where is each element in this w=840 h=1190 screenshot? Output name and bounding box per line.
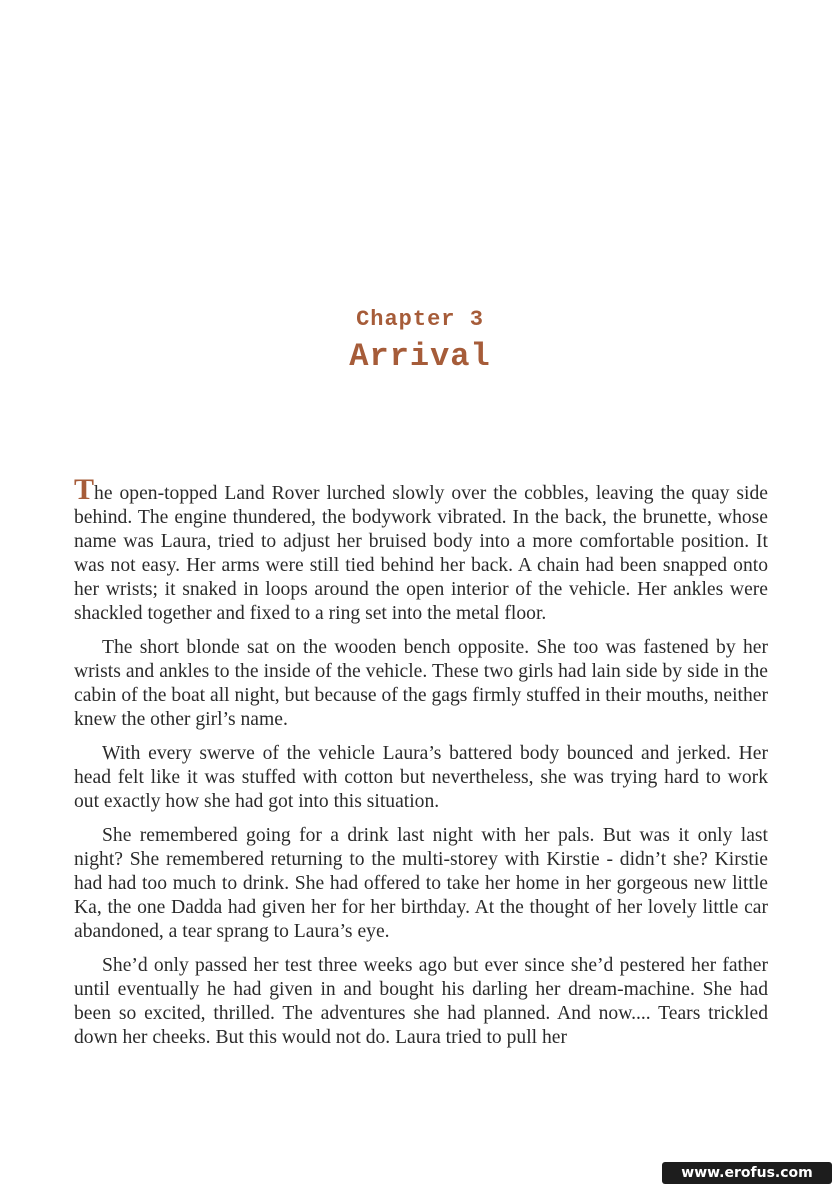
chapter-body xyxy=(74,473,768,1060)
chapter-label: Chapter 3 xyxy=(356,307,484,332)
drop-cap: T xyxy=(74,473,95,506)
paragraph-1 xyxy=(74,473,768,626)
paragraph-3: With every swerve of the vehicle Laura’s battered body bounced and jerked. Her head felt like it was stuffed with cotton but nevertheless, she was trying hard to work out exactly how she had got into this situation. xyxy=(74,743,768,812)
chapter-title: Arrival xyxy=(349,338,491,375)
paragraph-4: She remembered going for a drink last night with her pals. But was it only last night? She remembered returning to the multi-storey with Kirstie - didn’t she? Kirstie had had too much to drink. She had offered to take her home in her gorgeous new little Ka, the one Dadda had given her for her birthday. At the thought of her lovely little car abandoned, a tear sprang to Laura’s eye. xyxy=(74,825,768,942)
paragraph-2: The short blonde sat on the wooden bench opposite. She too was fastened by her wrists and ankles to the inside of the vehicle. These two girls had lain side by side in the cabin of the boat all night, but because of the gags firmly stuffed in their mouths, neither knew the other girl’s name. xyxy=(74,637,768,730)
site-watermark: www.erofus.com xyxy=(662,1162,832,1184)
paragraph-1-text: he open-topped Land Rover lurched slowly over the cobbles, leaving the quay side behind. The engine thundered, the bodywork vibrated. In the back, the brunette, whose name was Laura, tried to adjust her bruised body into a more comfortable position. It was not easy. Her arms were still tied behind her back. A chain had been snapped onto her wrists; it snaked in loops around the open interior of the vehicle. Her ankles were shackled together and fixed to a ring set into the metal floor. xyxy=(74,483,768,624)
chapter-heading xyxy=(0,306,840,378)
paragraph-5: She’d only passed her test three weeks ago but ever since she’d pestered her father until eventually he had given in and bought his darling her dream-machine. She had been so excited, thrilled. The adventures she had planned. And now.... Tears trickled down her cheeks. But this would not do. Laura tried to pull her xyxy=(74,955,768,1048)
